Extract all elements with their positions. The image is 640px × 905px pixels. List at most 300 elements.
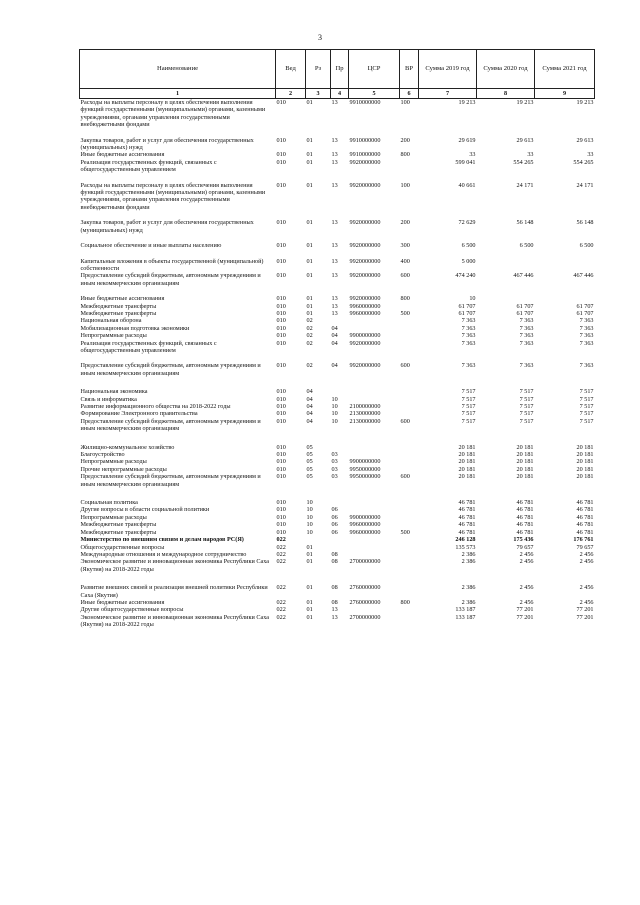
table-row bbox=[80, 584, 595, 599]
row-spacer-cell bbox=[80, 433, 595, 444]
row-vr bbox=[400, 558, 419, 573]
row-ved: 010 bbox=[276, 362, 286, 370]
row-sum-2019: 135 573 bbox=[455, 543, 476, 551]
row-pr: 10 bbox=[331, 410, 338, 418]
row-sum-2020: 554 265 bbox=[513, 158, 534, 166]
row-name: Межбюджетные трансферты bbox=[80, 521, 157, 529]
row-sum-2019: 246 128 bbox=[455, 536, 476, 544]
row-vr bbox=[400, 499, 419, 506]
row-sum-2020: 61 707 bbox=[516, 302, 534, 310]
row-vr: 500 bbox=[400, 309, 410, 317]
row-sum-2021: 7 517 bbox=[579, 388, 594, 396]
row-vr: 800 bbox=[400, 295, 410, 303]
row-csr: 9920000000 bbox=[349, 295, 381, 303]
row-vr bbox=[400, 444, 419, 451]
row-vr: 800 bbox=[400, 151, 410, 159]
row-ved: 010 bbox=[276, 99, 286, 106]
row-csr: 2700000000 bbox=[349, 558, 381, 566]
row-sum-2019: 7 517 bbox=[461, 410, 476, 418]
row-sum-2021: 29 613 bbox=[576, 136, 594, 144]
row-sum-2021: 20 181 bbox=[576, 465, 594, 473]
row-rz: 01 bbox=[306, 295, 313, 303]
row-sum-2019: 6 500 bbox=[461, 242, 476, 250]
row-name: Межбюджетные трансферты bbox=[80, 309, 157, 317]
row-sum-2019: 133 187 bbox=[455, 606, 476, 614]
row-spacer-cell bbox=[80, 488, 595, 499]
row-rz: 04 bbox=[306, 395, 313, 403]
row-pr: 04 bbox=[331, 362, 338, 370]
row-sum-2019: 72 629 bbox=[458, 219, 476, 227]
row-sum-2020: 20 181 bbox=[516, 443, 534, 451]
row-sum-2019: 7 363 bbox=[461, 317, 476, 325]
row-rz: 02 bbox=[306, 339, 313, 347]
row-name: Общегосударственные вопросы bbox=[80, 543, 165, 551]
row-vr bbox=[400, 514, 419, 521]
row-sum-2021: 2 456 bbox=[579, 598, 594, 606]
table-row bbox=[80, 451, 595, 458]
row-name: Предоставление субсидий бюджетным, автономным учреждениям и иным некоммерческим организациям bbox=[80, 417, 261, 433]
table-row bbox=[80, 499, 595, 506]
row-sum-2019: 20 181 bbox=[458, 473, 476, 481]
row-sum-2021: 33 bbox=[587, 151, 594, 159]
row-ved: 010 bbox=[276, 136, 286, 144]
row-csr bbox=[349, 536, 400, 543]
row-name: Закупка товаров, работ и услуг для обеспечения государственных (муниципальных) нужд bbox=[80, 219, 254, 234]
row-vr: 200 bbox=[400, 219, 410, 227]
row-rz: 01 bbox=[306, 613, 313, 621]
row-pr: 04 bbox=[331, 324, 338, 332]
row-spacer-cell bbox=[80, 354, 595, 362]
row-sum-2019: 474 240 bbox=[455, 272, 476, 280]
row-csr bbox=[349, 396, 400, 403]
row-csr: 9960000000 bbox=[349, 521, 381, 529]
row-rz: 04 bbox=[306, 403, 313, 410]
row-rz: 01 bbox=[306, 606, 313, 614]
row-rz: 04 bbox=[306, 417, 313, 425]
row-spacer bbox=[80, 573, 595, 584]
row-vr bbox=[400, 521, 419, 528]
row-sum-2021: 7 363 bbox=[579, 362, 594, 370]
row-csr: 9960000000 bbox=[349, 302, 381, 310]
row-csr: 2100000000 bbox=[349, 403, 381, 410]
header-sum-2021: Сумма 2021 год bbox=[535, 50, 595, 89]
row-sum-2019: 40 661 bbox=[458, 181, 476, 189]
row-csr: 9910000000 bbox=[349, 151, 381, 159]
row-pr: 13 bbox=[331, 257, 338, 265]
column-number: 3 bbox=[306, 89, 331, 99]
row-rz: 02 bbox=[306, 362, 313, 370]
row-name: Социальная политика bbox=[80, 499, 138, 507]
row-sum-2021: 20 181 bbox=[576, 473, 594, 481]
row-sum-2020: 46 781 bbox=[516, 513, 534, 521]
row-csr bbox=[349, 444, 400, 451]
row-sum-2019: 20 181 bbox=[458, 443, 476, 451]
row-sum-2019: 2 386 bbox=[461, 558, 476, 566]
row-ved: 010 bbox=[276, 309, 286, 317]
row-pr: 06 bbox=[331, 506, 338, 514]
row-csr: 9920000000 bbox=[349, 362, 381, 370]
row-name: Капитальные вложения в объекты государственной (муниципальной) собственности bbox=[80, 257, 264, 272]
row-name: Предоставление субсидий бюджетным, автономным учреждениям и иным некоммерческим организациям bbox=[80, 473, 261, 488]
row-csr: 2700000000 bbox=[349, 613, 381, 621]
row-name: Расходы на выплаты персоналу в целях обеспечения выполнения функций государственными (муниципальными) органами, казенными учреждениями, органами управления государственными внебюджетными фондами bbox=[80, 181, 266, 211]
row-ved: 022 bbox=[276, 584, 286, 592]
row-sum-2020: 7 517 bbox=[519, 417, 534, 425]
row-sum-2020: 7 363 bbox=[519, 332, 534, 340]
row-sum-2019: 20 181 bbox=[458, 465, 476, 473]
row-spacer-cell bbox=[80, 211, 595, 219]
row-vr bbox=[400, 536, 419, 543]
row-name: Министерство по внешним связям и делам народов РС(Я) bbox=[80, 536, 244, 544]
table-row bbox=[80, 521, 595, 528]
row-name: Непрограммные расходы bbox=[80, 513, 147, 521]
row-ved: 010 bbox=[276, 521, 286, 529]
row-pr bbox=[331, 544, 349, 551]
row-ved: 010 bbox=[276, 458, 286, 466]
table-row bbox=[80, 317, 595, 324]
row-sum-2021: 176 761 bbox=[573, 536, 594, 544]
table-row bbox=[80, 544, 595, 551]
row-name: Международные отношения и международное сотрудничество bbox=[80, 550, 247, 558]
row-pr bbox=[331, 317, 349, 324]
row-sum-2021: 79 657 bbox=[576, 543, 594, 551]
row-csr: 9950000000 bbox=[349, 473, 381, 481]
table-row bbox=[80, 514, 595, 521]
row-sum-2020: 7 517 bbox=[519, 395, 534, 403]
row-sum-2019: 19 213 bbox=[458, 99, 476, 106]
row-ved: 010 bbox=[276, 443, 286, 451]
row-csr: 9900000000 bbox=[349, 513, 381, 521]
row-rz: 05 bbox=[306, 465, 313, 473]
row-sum-2021 bbox=[535, 295, 595, 302]
row-name: Реализация государственных функций, связанных с общегосударственным управлением bbox=[80, 339, 217, 354]
row-sum-2019: 2 386 bbox=[461, 550, 476, 558]
row-sum-2021: 46 781 bbox=[576, 521, 594, 529]
row-sum-2021: 7 517 bbox=[579, 410, 594, 418]
table-row bbox=[80, 444, 595, 451]
row-sum-2019: 7 517 bbox=[461, 395, 476, 403]
row-sum-2020: 20 181 bbox=[516, 473, 534, 481]
row-pr: 13 bbox=[331, 99, 338, 106]
row-csr bbox=[349, 388, 400, 395]
row-sum-2020: 6 500 bbox=[519, 242, 534, 250]
row-sum-2020: 175 436 bbox=[513, 536, 534, 544]
row-name: Непрограммные расходы bbox=[80, 458, 147, 466]
column-number: 5 bbox=[349, 89, 400, 99]
row-sum-2020: 46 781 bbox=[516, 499, 534, 507]
row-rz: 01 bbox=[306, 219, 313, 227]
table-row bbox=[80, 466, 595, 473]
row-sum-2021: 7 363 bbox=[579, 324, 594, 332]
row-spacer-cell bbox=[80, 250, 595, 258]
column-number: 6 bbox=[400, 89, 419, 99]
row-name: Иные бюджетные ассигнования bbox=[80, 598, 165, 606]
row-sum-2021: 7 363 bbox=[579, 339, 594, 347]
table-row bbox=[80, 325, 595, 332]
row-pr: 08 bbox=[331, 558, 338, 566]
table-row bbox=[80, 529, 595, 536]
row-csr bbox=[349, 317, 400, 324]
row-sum-2019: 46 781 bbox=[458, 499, 476, 507]
row-vr: 600 bbox=[400, 473, 410, 481]
row-vr bbox=[400, 410, 419, 417]
row-pr: 13 bbox=[331, 181, 338, 189]
table-row bbox=[80, 332, 595, 339]
row-sum-2021: 2 456 bbox=[579, 550, 594, 558]
table-row bbox=[80, 473, 595, 488]
row-sum-2021: 46 781 bbox=[576, 528, 594, 536]
row-spacer bbox=[80, 377, 595, 388]
row-sum-2019: 5 000 bbox=[461, 257, 476, 265]
row-rz: 04 bbox=[306, 388, 313, 396]
row-sum-2021: 77 201 bbox=[576, 613, 594, 621]
row-pr: 06 bbox=[331, 513, 338, 521]
row-rz: 10 bbox=[306, 528, 313, 536]
row-sum-2019: 20 181 bbox=[458, 458, 476, 466]
row-sum-2021: 7 363 bbox=[579, 332, 594, 340]
table-row bbox=[80, 396, 595, 403]
row-rz: 02 bbox=[306, 324, 313, 332]
row-pr: 08 bbox=[331, 550, 338, 558]
row-name: Реализация государственных функций, связанных с общегосударственным управлением bbox=[80, 158, 217, 174]
row-pr: 10 bbox=[331, 395, 338, 403]
row-ved: 022 bbox=[276, 550, 286, 558]
row-rz: 02 bbox=[306, 317, 313, 325]
row-sum-2021: 20 181 bbox=[576, 458, 594, 466]
column-number: 1 bbox=[80, 89, 276, 99]
row-rz: 05 bbox=[306, 451, 313, 459]
row-csr: 9910000000 bbox=[349, 136, 381, 144]
column-number: 4 bbox=[331, 89, 349, 99]
row-ved: 010 bbox=[276, 473, 286, 481]
row-sum-2021: 46 781 bbox=[576, 499, 594, 507]
row-name: Иные бюджетные ассигнования bbox=[80, 151, 165, 159]
row-pr: 13 bbox=[331, 613, 338, 621]
row-spacer bbox=[80, 488, 595, 499]
row-csr: 9960000000 bbox=[349, 528, 381, 536]
row-vr bbox=[400, 451, 419, 458]
row-vr bbox=[400, 403, 419, 410]
header-sum-2019: Сумма 2019 год bbox=[419, 50, 477, 89]
row-vr bbox=[400, 506, 419, 513]
row-pr bbox=[331, 536, 349, 543]
row-spacer bbox=[80, 287, 595, 295]
row-rz: 01 bbox=[306, 272, 313, 280]
row-ved: 022 bbox=[276, 613, 286, 621]
row-ved: 010 bbox=[276, 395, 286, 403]
row-vr bbox=[400, 396, 419, 403]
row-pr: 06 bbox=[331, 528, 338, 536]
row-vr bbox=[400, 317, 419, 324]
row-sum-2020: 46 781 bbox=[516, 528, 534, 536]
row-csr bbox=[349, 551, 400, 558]
row-ved: 010 bbox=[276, 295, 286, 303]
row-sum-2019: 599 041 bbox=[455, 158, 476, 166]
row-pr: 13 bbox=[331, 158, 338, 166]
row-rz: 01 bbox=[306, 309, 313, 317]
row-rz: 01 bbox=[306, 99, 313, 106]
row-rz: 01 bbox=[306, 302, 313, 310]
column-number: 7 bbox=[419, 89, 477, 99]
row-name: Прочие непрограммные расходы bbox=[80, 465, 167, 473]
row-rz: 04 bbox=[306, 410, 313, 418]
row-pr: 06 bbox=[331, 521, 338, 529]
row-sum-2019: 7 517 bbox=[461, 388, 476, 396]
row-pr: 13 bbox=[331, 219, 338, 227]
row-sum-2019: 46 781 bbox=[458, 513, 476, 521]
row-sum-2019: 10 bbox=[469, 295, 476, 303]
row-csr: 9920000000 bbox=[349, 242, 381, 250]
row-ved: 010 bbox=[276, 339, 286, 347]
row-rz: 01 bbox=[306, 242, 313, 250]
row-name: Экономическое развитие и инновационная экономика Республики Саха (Якутия) на 2018-2022 годы bbox=[80, 613, 269, 629]
table-row bbox=[80, 340, 595, 355]
row-sum-2020: 7 363 bbox=[519, 317, 534, 325]
row-rz: 05 bbox=[306, 458, 313, 466]
header-vr: ВР bbox=[400, 50, 419, 89]
row-ved: 010 bbox=[276, 181, 286, 189]
row-vr bbox=[400, 303, 419, 310]
row-csr: 2760000000 bbox=[349, 584, 381, 592]
column-number: 9 bbox=[535, 89, 595, 99]
row-rz: 01 bbox=[306, 257, 313, 265]
row-sum-2020: 77 201 bbox=[516, 613, 534, 621]
table-row bbox=[80, 99, 595, 129]
row-pr: 13 bbox=[331, 302, 338, 310]
row-vr bbox=[400, 458, 419, 465]
row-ved: 010 bbox=[276, 317, 286, 325]
row-sum-2020: 2 456 bbox=[519, 558, 534, 566]
row-vr: 600 bbox=[400, 417, 410, 425]
row-sum-2020: 2 456 bbox=[519, 584, 534, 592]
header-sum-2020: Сумма 2020 год bbox=[477, 50, 535, 89]
row-rz: 01 bbox=[306, 550, 313, 558]
row-sum-2021: 7 517 bbox=[579, 403, 594, 410]
table-row bbox=[80, 151, 595, 158]
row-vr: 600 bbox=[400, 362, 410, 370]
row-rz: 05 bbox=[306, 443, 313, 451]
table-row bbox=[80, 242, 595, 249]
row-pr: 13 bbox=[331, 309, 338, 317]
column-number-row bbox=[80, 89, 595, 99]
row-csr: 9900000000 bbox=[349, 458, 381, 466]
row-csr: 2760000000 bbox=[349, 598, 381, 606]
row-csr: 9910000000 bbox=[349, 99, 381, 106]
row-csr: 9920000000 bbox=[349, 181, 381, 189]
row-sum-2020: 33 bbox=[527, 151, 534, 159]
row-sum-2020: 7 363 bbox=[519, 362, 534, 370]
table-row bbox=[80, 599, 595, 606]
row-pr: 13 bbox=[331, 136, 338, 144]
table-row bbox=[80, 410, 595, 417]
row-pr: 10 bbox=[331, 417, 338, 425]
row-spacer bbox=[80, 354, 595, 362]
row-sum-2021: 467 446 bbox=[573, 272, 594, 280]
row-sum-2020: 7 517 bbox=[519, 388, 534, 396]
row-name: Экономическое развитие и инновационная экономика Республики Саха (Якутия) на 2018-2022 годы bbox=[80, 558, 269, 573]
row-sum-2021: 61 707 bbox=[576, 309, 594, 317]
row-sum-2020: 19 213 bbox=[516, 99, 534, 106]
row-rz: 10 bbox=[306, 521, 313, 529]
row-vr bbox=[400, 544, 419, 551]
row-sum-2019: 7 363 bbox=[461, 339, 476, 347]
row-ved: 022 bbox=[276, 543, 286, 551]
row-sum-2020: 7 517 bbox=[519, 403, 534, 410]
row-vr bbox=[400, 466, 419, 473]
row-spacer-cell bbox=[80, 129, 595, 137]
row-sum-2019: 29 619 bbox=[458, 136, 476, 144]
row-sum-2020: 20 181 bbox=[516, 465, 534, 473]
row-vr: 100 bbox=[400, 181, 410, 189]
row-ved: 010 bbox=[276, 465, 286, 473]
row-csr: 9900000000 bbox=[349, 332, 381, 340]
row-sum-2019: 46 781 bbox=[458, 521, 476, 529]
table-row bbox=[80, 536, 595, 543]
row-csr: 9920000000 bbox=[349, 158, 381, 166]
row-csr bbox=[349, 451, 400, 458]
row-sum-2021: 2 456 bbox=[579, 558, 594, 566]
page-number: 3 bbox=[318, 33, 322, 42]
row-vr bbox=[400, 388, 419, 395]
row-ved: 010 bbox=[276, 506, 286, 514]
row-sum-2021: 77 201 bbox=[576, 606, 594, 614]
row-ved: 010 bbox=[276, 499, 286, 507]
table-row bbox=[80, 458, 595, 465]
row-sum-2020: 29 613 bbox=[516, 136, 534, 144]
row-sum-2020: 7 517 bbox=[519, 410, 534, 418]
row-sum-2019: 46 781 bbox=[458, 506, 476, 514]
row-rz: 10 bbox=[306, 513, 313, 521]
row-name: Мобилизационная подготовка экономики bbox=[80, 324, 190, 332]
row-ved: 010 bbox=[276, 410, 286, 418]
table-row bbox=[80, 388, 595, 395]
row-spacer bbox=[80, 250, 595, 258]
row-pr: 04 bbox=[331, 339, 338, 347]
row-csr bbox=[349, 506, 400, 513]
row-csr: 9920000000 bbox=[349, 339, 381, 347]
row-sum-2021: 56 148 bbox=[576, 219, 594, 227]
row-name: Социальное обеспечение и иные выплаты населению bbox=[80, 242, 222, 250]
row-sum-2020 bbox=[477, 295, 535, 302]
table-row bbox=[80, 606, 595, 613]
row-ved: 010 bbox=[276, 332, 286, 340]
row-vr: 300 bbox=[400, 242, 410, 250]
row-ved: 010 bbox=[276, 513, 286, 521]
row-rz: 02 bbox=[306, 332, 313, 340]
row-rz bbox=[306, 536, 331, 543]
column-number: 8 bbox=[477, 89, 535, 99]
row-sum-2021: 19 213 bbox=[576, 99, 594, 106]
row-name: Предоставление субсидий бюджетным, автономным учреждениям и иным некоммерческим организациям bbox=[80, 272, 261, 287]
row-csr: 9920000000 bbox=[349, 257, 381, 265]
row-vr: 600 bbox=[400, 272, 410, 280]
row-name: Иные бюджетные ассигнования bbox=[80, 295, 165, 303]
row-spacer bbox=[80, 174, 595, 182]
row-rz: 10 bbox=[306, 499, 313, 507]
table-row bbox=[80, 506, 595, 513]
row-ved: 010 bbox=[276, 417, 286, 425]
row-sum-2021: 61 707 bbox=[576, 302, 594, 310]
row-pr: 08 bbox=[331, 584, 338, 592]
row-name: Другие вопросы в области социальной политики bbox=[80, 506, 210, 514]
row-name: Межбюджетные трансферты bbox=[80, 528, 157, 536]
row-sum-2019: 7 363 bbox=[461, 324, 476, 332]
row-ved: 010 bbox=[276, 158, 286, 166]
row-sum-2021: 24 171 bbox=[576, 181, 594, 189]
row-sum-2021: 46 781 bbox=[576, 513, 594, 521]
row-pr: 04 bbox=[331, 332, 338, 340]
row-vr bbox=[400, 584, 419, 599]
